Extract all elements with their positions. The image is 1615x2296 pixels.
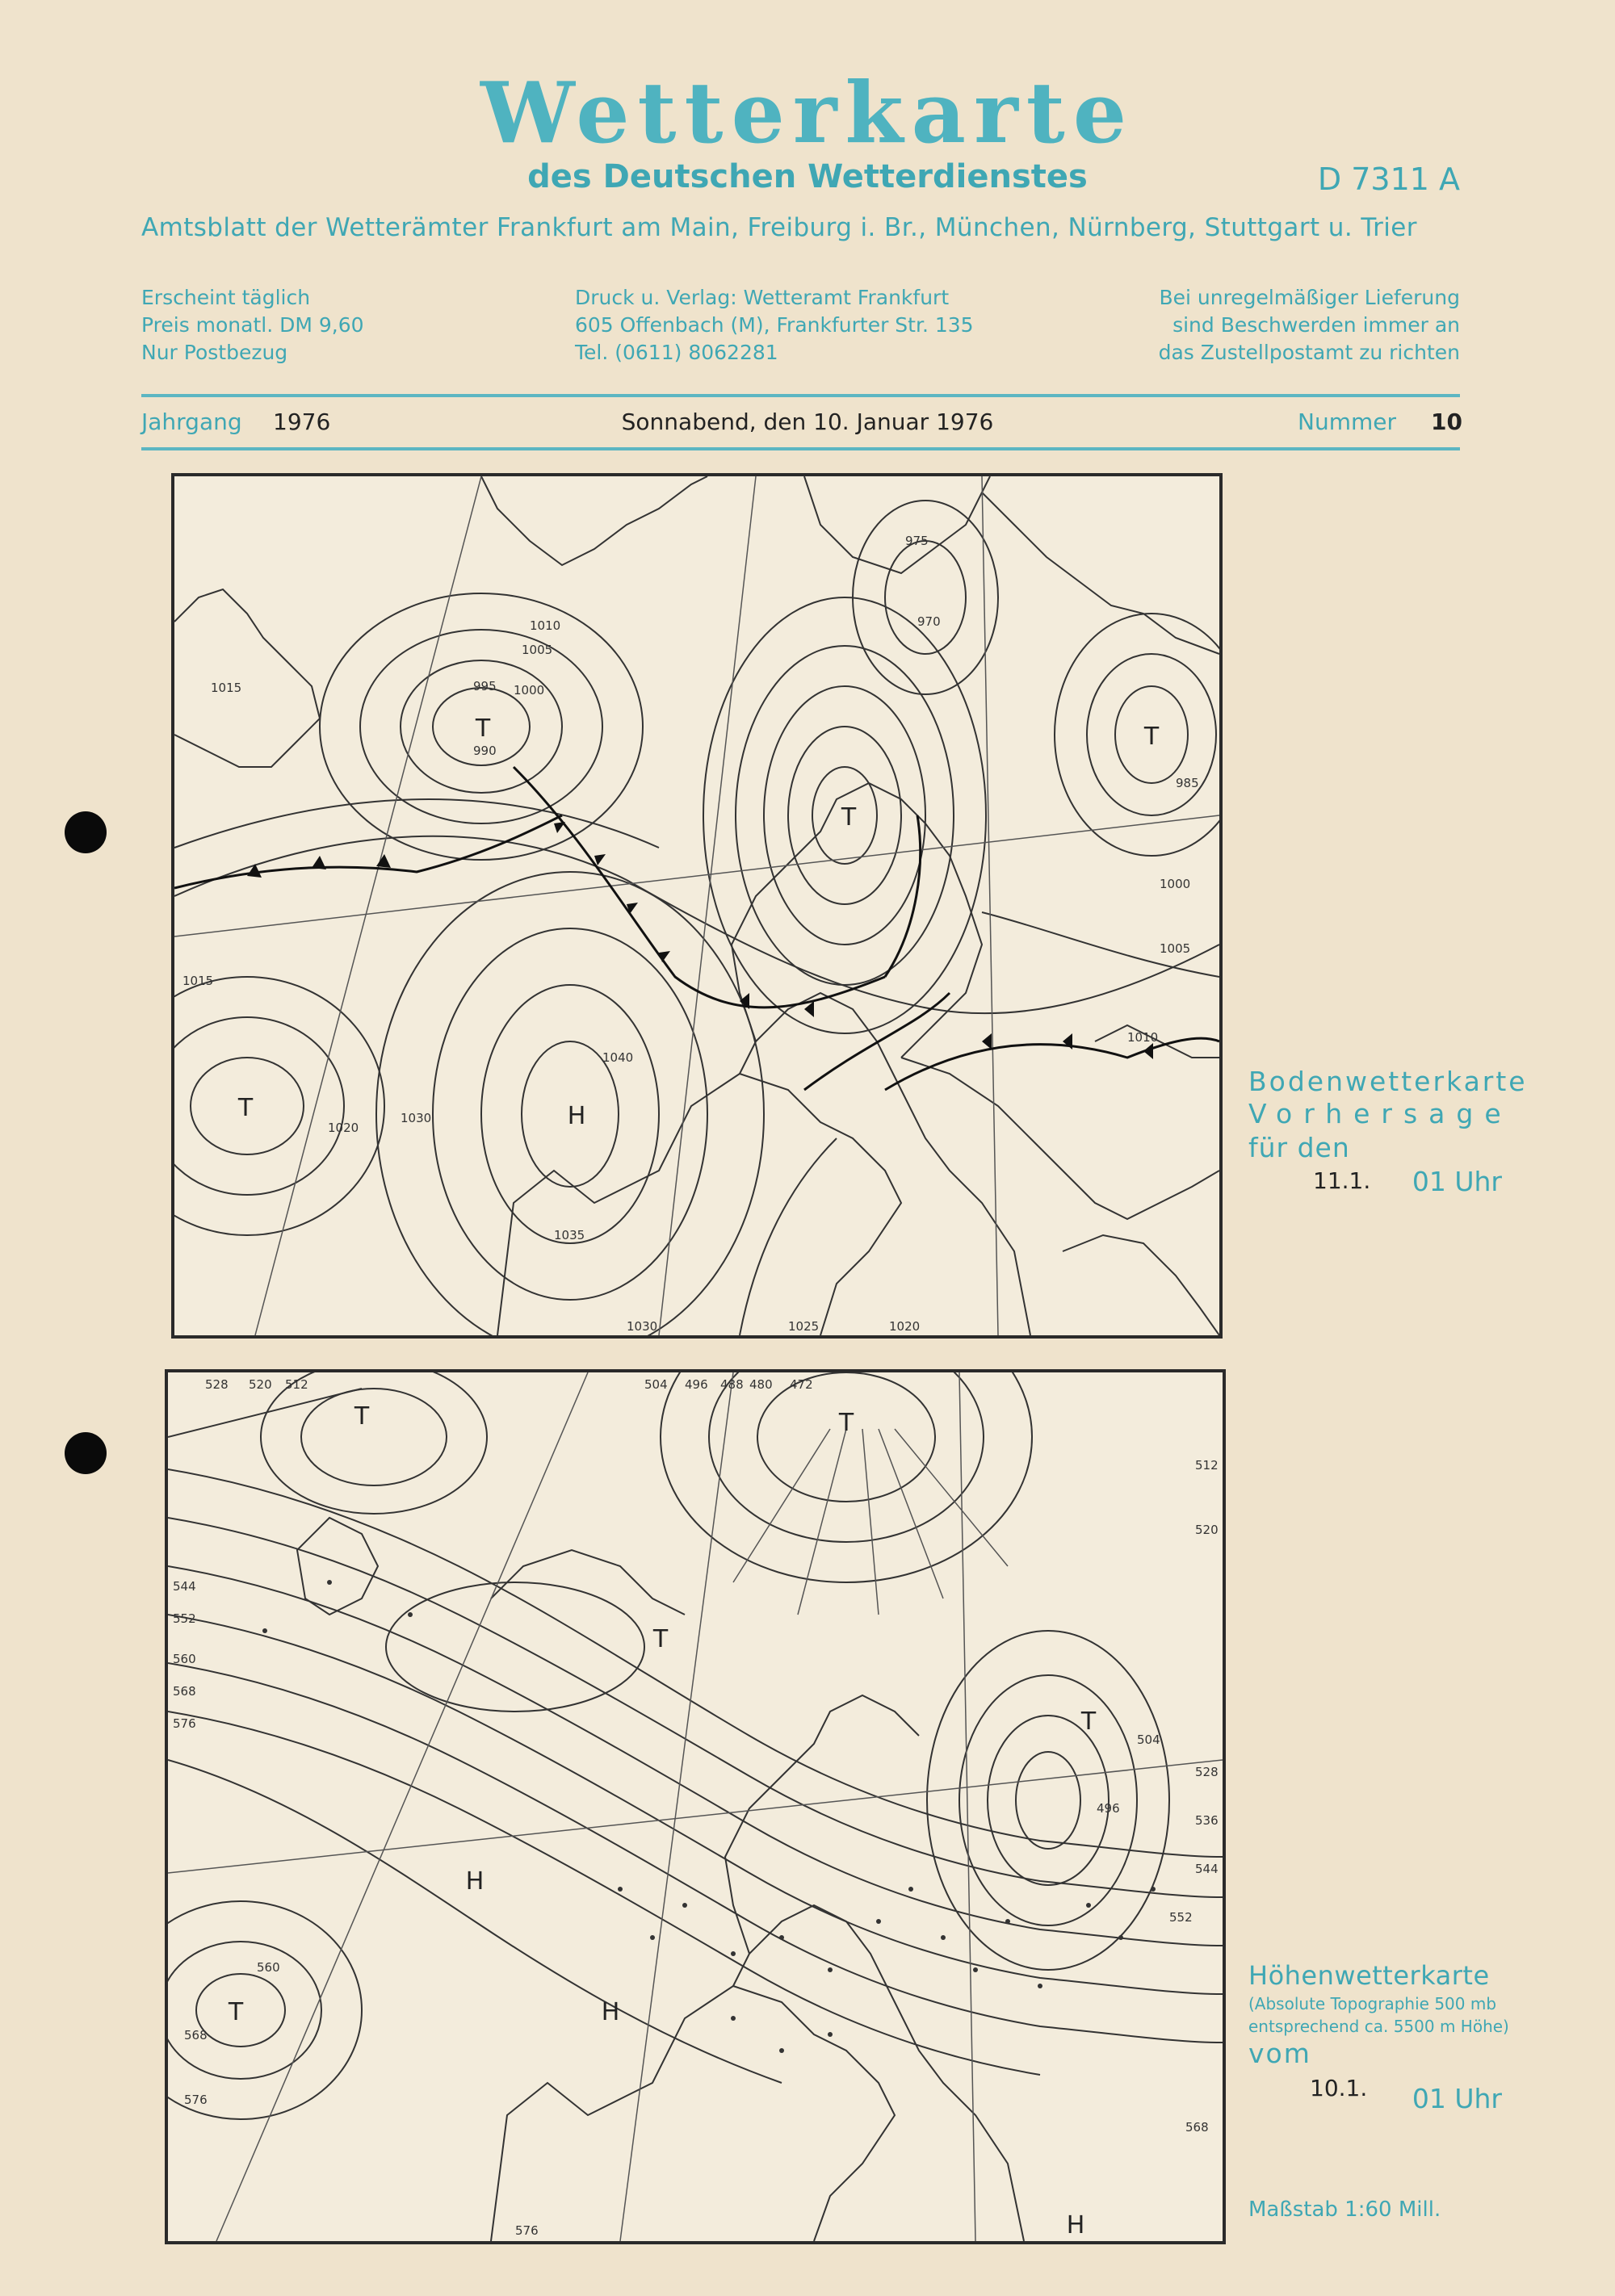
pressure-low-marker: T: [228, 1998, 244, 2026]
pressure-low-marker: T: [1143, 723, 1160, 751]
info-right-line: sind Beschwerden immer an: [1172, 313, 1460, 337]
contour-label: 472: [790, 1377, 813, 1392]
punch-hole: [65, 811, 107, 853]
map2-caption-detail: [1248, 1992, 1509, 2038]
map1-time: 01 Uhr: [1412, 1166, 1502, 1197]
upper-air-map: [165, 1369, 1226, 2244]
map2-caption-from: vom: [1248, 2038, 1311, 2069]
map2-caption-title: Höhenwetterkarte: [1248, 1960, 1490, 1991]
contour-label: 560: [257, 1960, 280, 1975]
issue-date: Sonnabend, den 10. Januar 1976: [621, 409, 994, 435]
info-right-line: das Zustellpostamt zu richten: [1158, 341, 1460, 364]
year-value: 1976: [273, 409, 331, 435]
map1-caption-type: Vorhersage: [1248, 1098, 1512, 1129]
pressure-low-marker: T: [354, 1402, 370, 1431]
contour-label: 544: [173, 1579, 196, 1594]
contour-label: 496: [1097, 1801, 1120, 1816]
contour-label: 576: [515, 2223, 539, 2238]
contour-label: 488: [720, 1377, 744, 1392]
isobar-label: 1015: [182, 974, 214, 988]
map-scale: Maßstab 1:60 Mill.: [1248, 2198, 1441, 2222]
info-left-line: Erscheint täglich: [141, 286, 311, 309]
isobar-label: 995: [473, 679, 497, 693]
contour-label: 560: [173, 1652, 196, 1666]
map2-caption-detail-line: entsprechend ca. 5500 m Höhe): [1248, 2017, 1509, 2036]
contour-label: 512: [285, 1377, 308, 1392]
isobar-label: 1010: [530, 618, 561, 633]
divider-top: [141, 394, 1460, 397]
isobar-label: 970: [917, 614, 941, 629]
jahrgang-label: Jahrgang: [141, 409, 242, 435]
info-right: [1159, 284, 1460, 367]
isobar-label: 1005: [522, 643, 553, 657]
subtitle: des Deutschen Wetterdienstes: [527, 158, 1088, 195]
contour-label: 536: [1195, 1813, 1219, 1828]
upper-map-svg: [168, 1372, 1223, 2241]
authority-line: Amtsblatt der Wetterämter Frankfurt am Main, Freiburg i. Br., München, Nürnberg, Stuttgart u. Trier: [141, 213, 1417, 242]
pressure-low-marker: T: [475, 714, 491, 743]
info-right-line: Bei unregelmäßiger Lieferung: [1159, 286, 1460, 309]
contour-label: 512: [1195, 1458, 1219, 1473]
contour-label: 552: [173, 1611, 196, 1626]
contour-label: 568: [1185, 2120, 1209, 2135]
info-middle-line: 605 Offenbach (M), Frankfurter Str. 135: [575, 313, 974, 337]
map2-date: 10.1.: [1310, 2075, 1368, 2101]
isobar-label: 1020: [328, 1121, 359, 1135]
contour-label: 576: [173, 1716, 196, 1731]
isobar-label: 1040: [602, 1050, 634, 1065]
pressure-low-marker: T: [237, 1094, 254, 1122]
nummer-label: Nummer: [1298, 409, 1396, 435]
pressure-high-marker: H: [567, 1102, 586, 1130]
info-left: [141, 284, 364, 367]
map1-caption-title: Bodenwetterkarte: [1248, 1066, 1528, 1097]
isobar-label: 975: [905, 534, 929, 548]
info-middle-line: Druck u. Verlag: Wetteramt Frankfurt: [575, 286, 950, 309]
isobar-label: 1030: [401, 1111, 432, 1125]
issue-number: 10: [1431, 409, 1462, 435]
pressure-low-marker: T: [838, 1409, 854, 1437]
pressure-low-marker: T: [652, 1625, 669, 1653]
contour-label: 528: [1195, 1765, 1219, 1779]
contour-label: 568: [173, 1684, 196, 1699]
contour-label: 552: [1169, 1910, 1193, 1925]
divider-bottom: [141, 447, 1460, 450]
surface-weather-map: [171, 473, 1223, 1339]
isobar-label: 1020: [889, 1319, 921, 1334]
isobar-label: 1035: [554, 1228, 585, 1242]
punch-hole: [65, 1432, 107, 1474]
contour-label: 528: [205, 1377, 229, 1392]
contour-label: 576: [184, 2093, 208, 2107]
document-number: D 7311 A: [1317, 161, 1460, 197]
pressure-low-marker: T: [841, 803, 857, 832]
map1-date: 11.1.: [1313, 1167, 1371, 1194]
title: Wetterkarte: [480, 63, 1135, 162]
isobar-label: 1005: [1160, 941, 1191, 956]
isobar-label: 1010: [1127, 1030, 1159, 1045]
issue-bar: [0, 409, 1615, 441]
isobar-label: 1025: [788, 1319, 820, 1334]
isobar-label: 1030: [627, 1319, 658, 1334]
isobar-label: 1000: [1160, 877, 1191, 891]
pressure-high-marker: H: [465, 1867, 484, 1896]
contour-label: 520: [249, 1377, 272, 1392]
info-middle: [575, 284, 974, 367]
info-left-line: Nur Postbezug: [141, 341, 288, 364]
isobar-label: 985: [1176, 776, 1199, 790]
surface-map-svg: [174, 476, 1219, 1335]
contour-label: 496: [685, 1377, 708, 1392]
info-middle-line: Tel. (0611) 8062281: [575, 341, 778, 364]
contour-label: 568: [184, 2028, 208, 2043]
info-left-line: Preis monatl. DM 9,60: [141, 313, 364, 337]
pressure-high-marker: H: [601, 1998, 620, 2026]
pressure-high-marker: H: [1066, 2211, 1085, 2239]
isobar-label: 1015: [211, 681, 242, 695]
contour-label: 504: [1137, 1732, 1160, 1747]
map1-caption-for: für den: [1248, 1132, 1350, 1163]
pressure-low-marker: T: [1080, 1707, 1097, 1736]
contour-label: 480: [749, 1377, 773, 1392]
map2-time: 01 Uhr: [1412, 2083, 1502, 2114]
contour-label: 544: [1195, 1862, 1219, 1876]
contour-label: 520: [1195, 1523, 1219, 1537]
contour-label: 504: [644, 1377, 668, 1392]
isobar-label: 1000: [514, 683, 545, 698]
isobar-label: 990: [473, 744, 497, 758]
map2-caption-detail-line: (Absolute Topographie 500 mb: [1248, 1994, 1497, 2013]
